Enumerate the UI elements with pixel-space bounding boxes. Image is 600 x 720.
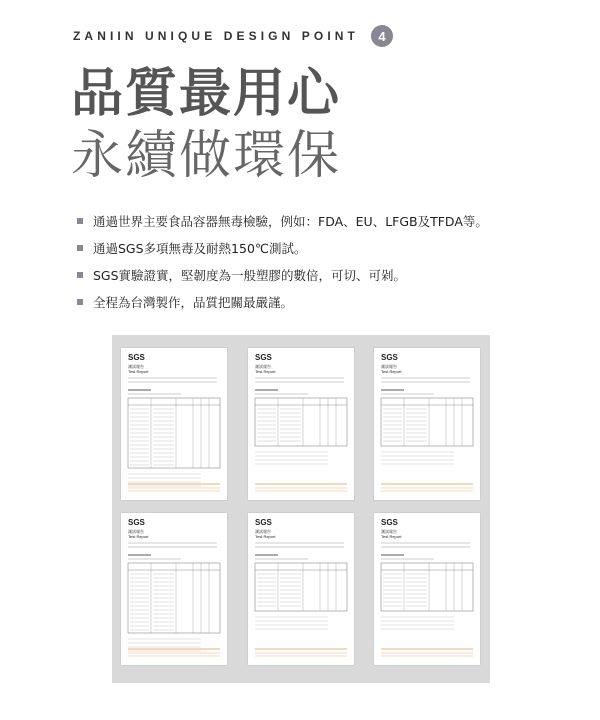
feature-text: 全程為台灣製作，品質把關最嚴謹。	[93, 294, 294, 310]
bullet-square-icon	[77, 218, 83, 224]
sgs-logo: SGS	[255, 518, 272, 527]
report-title: 測試報告 Test Report	[381, 529, 402, 539]
feature-item	[77, 288, 488, 315]
sgs-test-report	[121, 348, 227, 500]
sgs-test-report	[374, 348, 480, 500]
sgs-test-report	[248, 513, 354, 665]
sgs-test-report	[121, 513, 227, 665]
certificate-gallery	[112, 335, 490, 683]
bullet-square-icon	[77, 272, 83, 278]
sgs-test-report	[374, 513, 480, 665]
sgs-logo: SGS	[381, 353, 398, 362]
feature-item	[77, 234, 488, 261]
feature-text: 通過SGS多項無毒及耐熱150℃測試。	[93, 240, 307, 256]
feature-text: SGS實驗證實，堅韌度為一般塑膠的數倍，可切、可剁。	[93, 267, 407, 283]
report-title: 測試報告 Test Report	[255, 529, 276, 539]
report-title: 測試報告 Test Report	[381, 364, 402, 374]
sgs-logo: SGS	[255, 353, 272, 362]
report-title: 測試報告 Test Report	[128, 529, 149, 539]
section-header	[73, 25, 393, 47]
sgs-test-report	[248, 348, 354, 500]
bullet-square-icon	[77, 245, 83, 251]
point-number-badge: 4	[371, 25, 393, 47]
headline-line-1: 品質最用心	[71, 64, 342, 124]
report-title: 測試報告 Test Report	[255, 364, 276, 374]
section-label: ZANIIN UNIQUE DESIGN POINT	[73, 29, 359, 43]
report-title: 測試報告 Test Report	[128, 364, 149, 374]
feature-item	[77, 261, 488, 288]
sgs-logo: SGS	[381, 518, 398, 527]
feature-text: 通過世界主要食品容器無毒檢驗，例如：FDA、EU、LFGB及TFDA等。	[93, 213, 488, 229]
sgs-logo: SGS	[128, 518, 145, 527]
feature-item	[77, 207, 488, 234]
bullet-square-icon	[77, 299, 83, 305]
feature-list	[77, 207, 488, 315]
sgs-logo: SGS	[128, 353, 145, 362]
headline-line-2: 永續做環保	[71, 126, 342, 186]
